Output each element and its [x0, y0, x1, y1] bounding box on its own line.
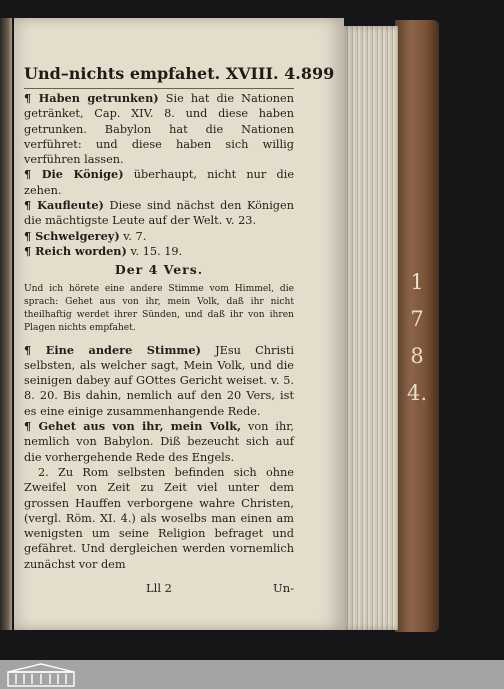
paragraph-text: JEsu Christi selbsten, als welcher sagt, Mein Volk, und die seinigen dabey auf GOttes Gericht weiset. v. 5. 8. 20. Bis dahin, nemlich auf den 20 Vers, ist es eine einige zusammenhangende Rede. [24, 343, 295, 418]
lemma: ¶ Eine andere Stimme) [24, 342, 201, 357]
paragraph [24, 465, 294, 572]
page-body [24, 91, 294, 572]
viewer-bottom-bar [0, 660, 504, 689]
paragraph [24, 244, 294, 259]
library-building-icon [6, 662, 76, 687]
edge-digit: 4. [406, 381, 428, 405]
paragraph-text: v. 7. [119, 229, 147, 243]
lemma: ¶ Haben getrunken) [24, 91, 159, 105]
edge-digit: 1 [410, 270, 424, 294]
lemma: ¶ Die Könige) [24, 167, 124, 182]
paragraph [24, 167, 294, 198]
header-rule [24, 88, 294, 89]
paragraph [24, 343, 294, 419]
previous-page-edge [0, 18, 12, 630]
paragraph [24, 419, 294, 465]
verse-heading: Der 4 Vers. [114, 262, 204, 278]
lemma: ¶ Schwelgerey) [24, 228, 120, 243]
paragraph-text: Sie hat die Nationen getränket, Cap. XIV. 8. und diese haben getrunken. Babylon hat die Nationen verführet: und diese haben sich willig verführen lassen. [24, 92, 294, 167]
running-head-title: Und–nichts empfahet. XVIII. 4. [24, 64, 301, 83]
lemma: ¶ Gehet aus von ihr, mein Volk, [24, 419, 242, 434]
page-footer [24, 581, 294, 597]
paragraph [24, 198, 294, 229]
paragraph-text: Diese sind nächst den Königen die mächtigste Leute auf der Welt. v. 23. [24, 199, 294, 228]
page-block-edge [340, 26, 398, 630]
paragraph [24, 229, 294, 244]
verse-text: Und ich hörete eine andere Stimme vom Himmel, die sprach: Gehet aus von ihr, mein Volk, daß ihr nicht theilhaftig werdet ihrer Sünden, und daß ihr von ihren Plagen nichts empfahet. [24, 283, 294, 333]
catchword: Un- [273, 581, 294, 595]
paragraph-text: von ihr, nemlich von Babylon. Diß bezeucht sich auf die vorhergehende Rede des Engels. [24, 420, 294, 464]
paragraph-text: 2. Zu Rom selbsten befinden sich ohne Zweifel von Zeit zu Zeit viel unter dem grossen Hauffen verborgene wahre Christen, (vergl. Röm. XI. 4.) als woselbs man einen am wenigsten um seine Religion befraget und gefähret. Und dergleichen werden vornemlich zunächst vor dem [24, 465, 294, 571]
edge-digit: 8 [410, 344, 424, 368]
edge-inscription [404, 272, 430, 420]
paragraph-text: v. 15. 19. [126, 244, 183, 258]
paragraph-text: überhaupt, nicht nur die zehen. [24, 168, 294, 197]
running-head [24, 64, 335, 84]
paragraph [24, 91, 294, 167]
signature-mark: Lll 2 [146, 581, 172, 595]
page-number: 899 [300, 64, 335, 83]
book-page [14, 18, 344, 630]
edge-digit: 7 [410, 307, 424, 331]
lemma: ¶ Kaufleute) [24, 198, 104, 213]
lemma: ¶ Reich worden) [24, 243, 127, 258]
